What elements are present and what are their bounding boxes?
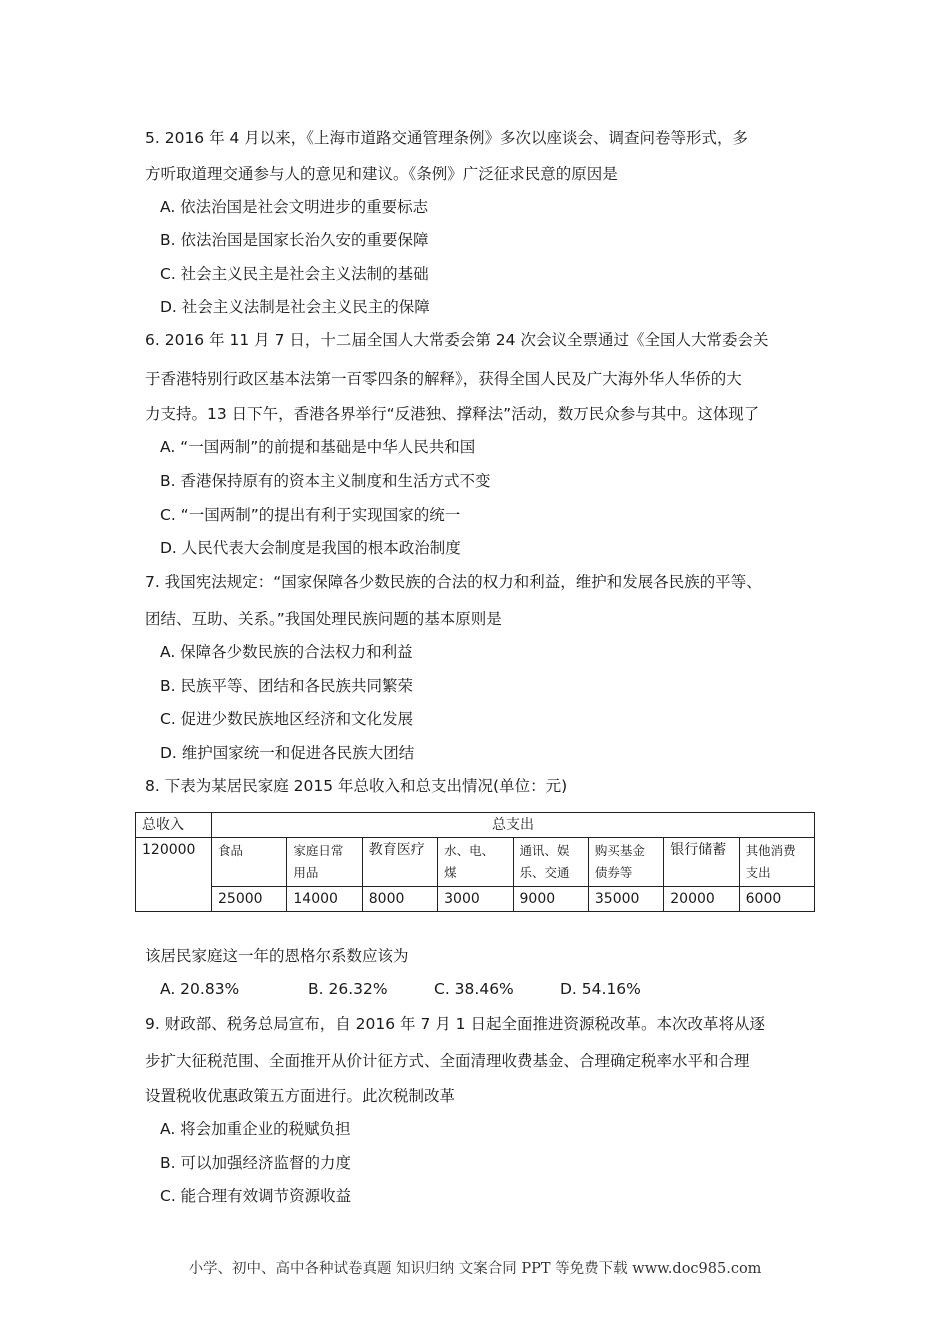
category-cell: 其他消费支出 (739, 838, 814, 887)
q8-stem: 8. 下表为某居民家庭 2015 年总收入和总支出情况(单位：元) (145, 777, 568, 795)
q7-option-c: C. 促进少数民族地区经济和文化发展 (160, 710, 414, 728)
q9-option-a: A. 将会加重企业的税赋负担 (160, 1120, 351, 1138)
value-cell: 20000 (664, 887, 739, 912)
value-cell: 35000 (588, 887, 663, 912)
category-cell: 食品 (212, 838, 287, 887)
q8-choice-d: D. 54.16% (560, 980, 641, 998)
q7-option-d: D. 维护国家统一和促进各民族大团结 (160, 744, 415, 762)
q6-stem-line3: 力支持。13 日下午，香港各界举行“反港独、撑释法”活动，数万民众参与其中。这体现了 (145, 405, 760, 423)
q8-choice-a: A. 20.83% (160, 980, 240, 998)
q5-option-c: C. 社会主义民主是社会主义法制的基础 (160, 265, 429, 283)
table-category-row (136, 838, 815, 887)
q6-stem-line1: 6. 2016 年 11 月 7 日，十二届全国人大常委会第 24 次会议全票通过《全国人大常委会关 (145, 331, 769, 349)
income-value: 120000 (136, 838, 212, 912)
table-value-row (136, 887, 815, 912)
income-header: 总收入 (136, 813, 212, 838)
category-cell: 教育医疗 (362, 838, 437, 887)
value-cell: 6000 (739, 887, 814, 912)
value-cell: 14000 (287, 887, 362, 912)
expense-header: 总支出 (212, 813, 815, 838)
q5-stem-line1: 5. 2016 年 4 月以来，《上海市道路交通管理条例》多次以座谈会、调查问卷等形式，多 (145, 129, 749, 147)
q7-option-a: A. 保障各少数民族的合法权力和利益 (160, 643, 413, 661)
q6-option-b: B. 香港保持原有的资本主义制度和生活方式不变 (160, 472, 491, 490)
q6-option-a: A. “一国两制”的前提和基础是中华人民共和国 (160, 438, 476, 456)
category-cell: 通讯、娱乐、交通 (513, 838, 588, 887)
q7-stem-line1: 7. 我国宪法规定：“国家保障各少数民族的合法的权力和利益，维护和发展各民族的平等、 (145, 573, 762, 591)
value-cell: 9000 (513, 887, 588, 912)
q8-question: 该居民家庭这一年的恩格尔系数应该为 (145, 947, 409, 965)
category-cell: 购买基金债券等 (588, 838, 663, 887)
q9-stem-line1: 9. 财政部、税务总局宣布，自 2016 年 7 月 1 日起全面推进资源税改革。本次改革将从逐 (145, 1015, 765, 1033)
q5-stem-line2: 方听取道理交通参与人的意见和建议。《条例》广泛征求民意的原因是 (145, 165, 618, 183)
q5-option-a: A. 依法治国是社会文明进步的重要标志 (160, 198, 429, 216)
q6-option-c: C. “一国两制”的提出有利于实现国家的统一 (160, 506, 461, 524)
expense-table (135, 812, 815, 912)
q6-option-d: D. 人民代表大会制度是我国的根本政治制度 (160, 539, 461, 557)
category-cell: 家庭日常用品 (287, 838, 362, 887)
q8-choice-b: B. 26.32% (308, 980, 388, 998)
q9-option-c: C. 能合理有效调节资源收益 (160, 1187, 352, 1205)
footer-ad: 小学、初中、高中各种试卷真题 知识归纳 文案合同 PPT 等免费下载 www.doc985.com (188, 1261, 762, 1277)
table-header-row (136, 813, 815, 838)
q5-option-b: B. 依法治国是国家长治久安的重要保障 (160, 231, 429, 249)
category-cell: 银行储蓄 (664, 838, 739, 887)
q8-choice-c: C. 38.46% (434, 980, 514, 998)
q9-stem-line3: 设置税收优惠政策五方面进行。此次税制改革 (145, 1087, 456, 1105)
category-cell: 水、电、煤 (438, 838, 513, 887)
q7-option-b: B. 民族平等、团结和各民族共同繁荣 (160, 677, 413, 695)
q6-stem-line2: 于香港特别行政区基本法第一百零四条的解释》，获得全国人民及广大海外华人华侨的大 (145, 370, 742, 388)
value-cell: 8000 (362, 887, 437, 912)
value-cell: 3000 (438, 887, 513, 912)
q5-option-d: D. 社会主义法制是社会主义民主的保障 (160, 298, 430, 316)
q9-option-b: B. 可以加强经济监督的力度 (160, 1154, 351, 1172)
value-cell: 25000 (212, 887, 287, 912)
q9-stem-line2: 步扩大征税范围、全面推开从价计征方式、全面清理收费基金、合理确定税率水平和合理 (145, 1052, 750, 1070)
q7-stem-line2: 团结、互助、关系。”我国处理民族问题的基本原则是 (145, 610, 502, 628)
